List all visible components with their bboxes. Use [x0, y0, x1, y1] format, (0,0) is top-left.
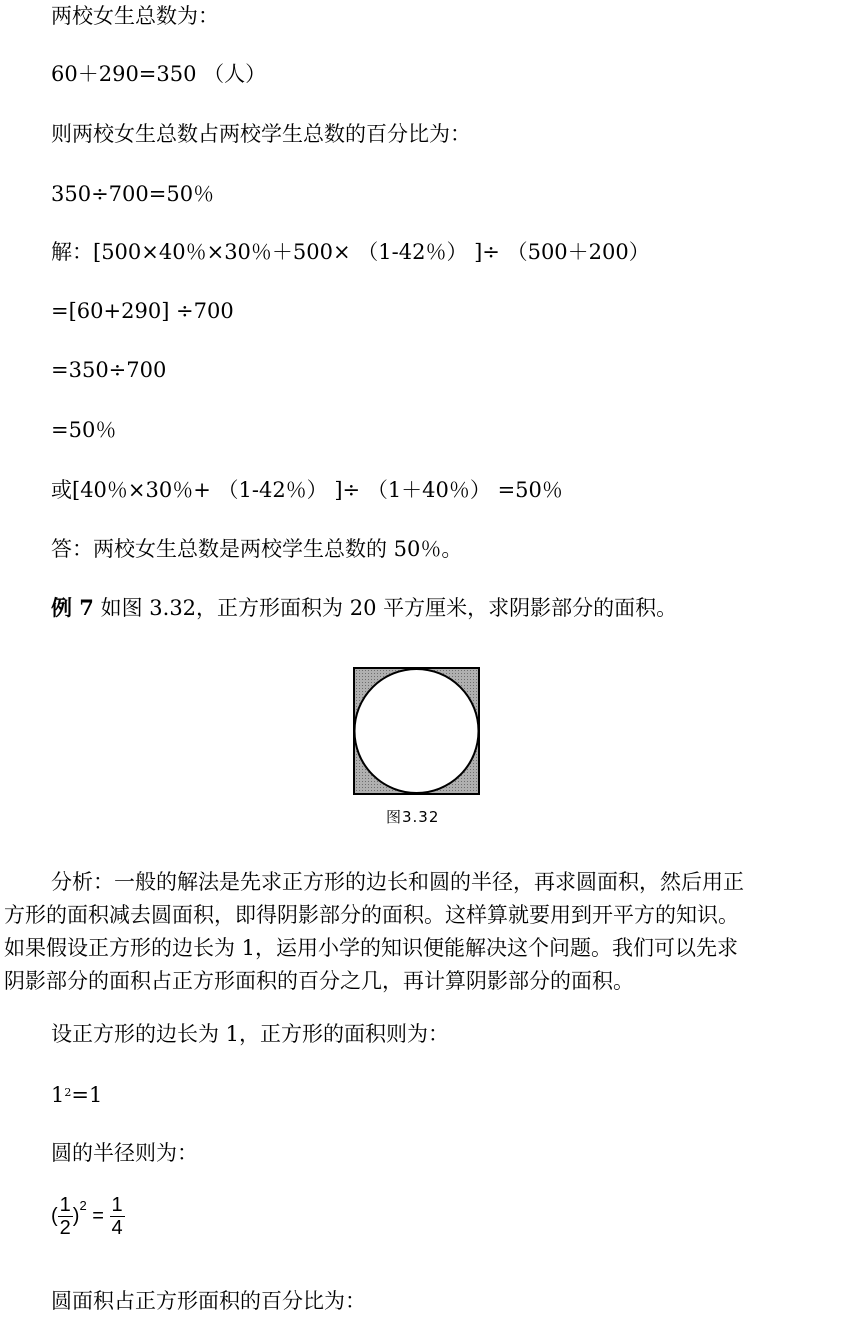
- paren-close: ): [72, 1204, 80, 1227]
- text-line: 两校女生总数为：: [51, 4, 219, 28]
- text-line: 350÷700=50％: [51, 182, 215, 206]
- formula-base: 1: [51, 1083, 65, 1107]
- text-line: 60＋290=350 （人）: [51, 62, 267, 86]
- analysis-line: 方形的面积减去圆面积，即得阴影部分的面积。这样算就要用到开平方的知识。: [4, 903, 739, 927]
- formula-result: =1: [71, 1083, 103, 1107]
- figure-caption: 图3.32: [386, 808, 440, 826]
- figure-square-circle: [353, 667, 481, 802]
- paren-open: (: [51, 1204, 58, 1227]
- text-line: =50％: [51, 418, 117, 442]
- text-line: 则两校女生总数占两校学生总数的百分比为：: [51, 122, 471, 146]
- formula-exponent: 2: [64, 1086, 72, 1099]
- text-line: 答：两校女生总数是两校学生总数的 50％。: [51, 537, 463, 561]
- analysis-line: 如果假设正方形的边长为 1，运用小学的知识便能解决这个问题。我们可以先求: [4, 936, 739, 960]
- analysis-line: 阴影部分的面积占正方形面积的百分之几，再计算阴影部分的面积。: [4, 969, 634, 993]
- square-area-formula: [51, 1079, 102, 1109]
- formula-exponent: 2: [79, 1197, 87, 1213]
- fraction-denominator: 4: [111, 1217, 123, 1239]
- fraction-half: [58, 1194, 73, 1239]
- figure-svg: [353, 667, 481, 797]
- fraction-numerator: 1: [59, 1194, 71, 1216]
- example-text: 如图 3.32，正方形面积为 20 平方厘米，求阴影部分的面积。: [93, 596, 678, 620]
- text-line: 圆面积占正方形面积的百分比为：: [51, 1289, 366, 1313]
- inscribed-circle: [355, 669, 479, 793]
- text-line: 圆的半径则为：: [51, 1141, 198, 1165]
- text-line: 解：[500×40％×30％＋500× （1-42％） ]÷ （500＋200）: [51, 240, 650, 264]
- fraction-numerator: 1: [111, 1194, 123, 1216]
- text-line: 设正方形的边长为 1，正方形的面积则为：: [51, 1022, 450, 1046]
- analysis-line: 分析：一般的解法是先求正方形的边长和圆的半径，再求圆面积，然后用正: [51, 870, 744, 894]
- radius-formula: [51, 1194, 125, 1239]
- fraction-denominator: 2: [59, 1217, 71, 1239]
- example-label: 例 7: [51, 595, 94, 620]
- text-line: 或[40％×30％+ （1-42％） ]÷ （1＋40％） =50％: [51, 478, 563, 502]
- text-line: =350÷700: [51, 358, 167, 382]
- analysis-paragraph: [4, 866, 840, 998]
- text-line: =[60+290] ÷700: [51, 299, 234, 323]
- fraction-quarter: [110, 1194, 125, 1239]
- example-heading: [51, 594, 677, 622]
- equals-sign: =: [86, 1204, 110, 1227]
